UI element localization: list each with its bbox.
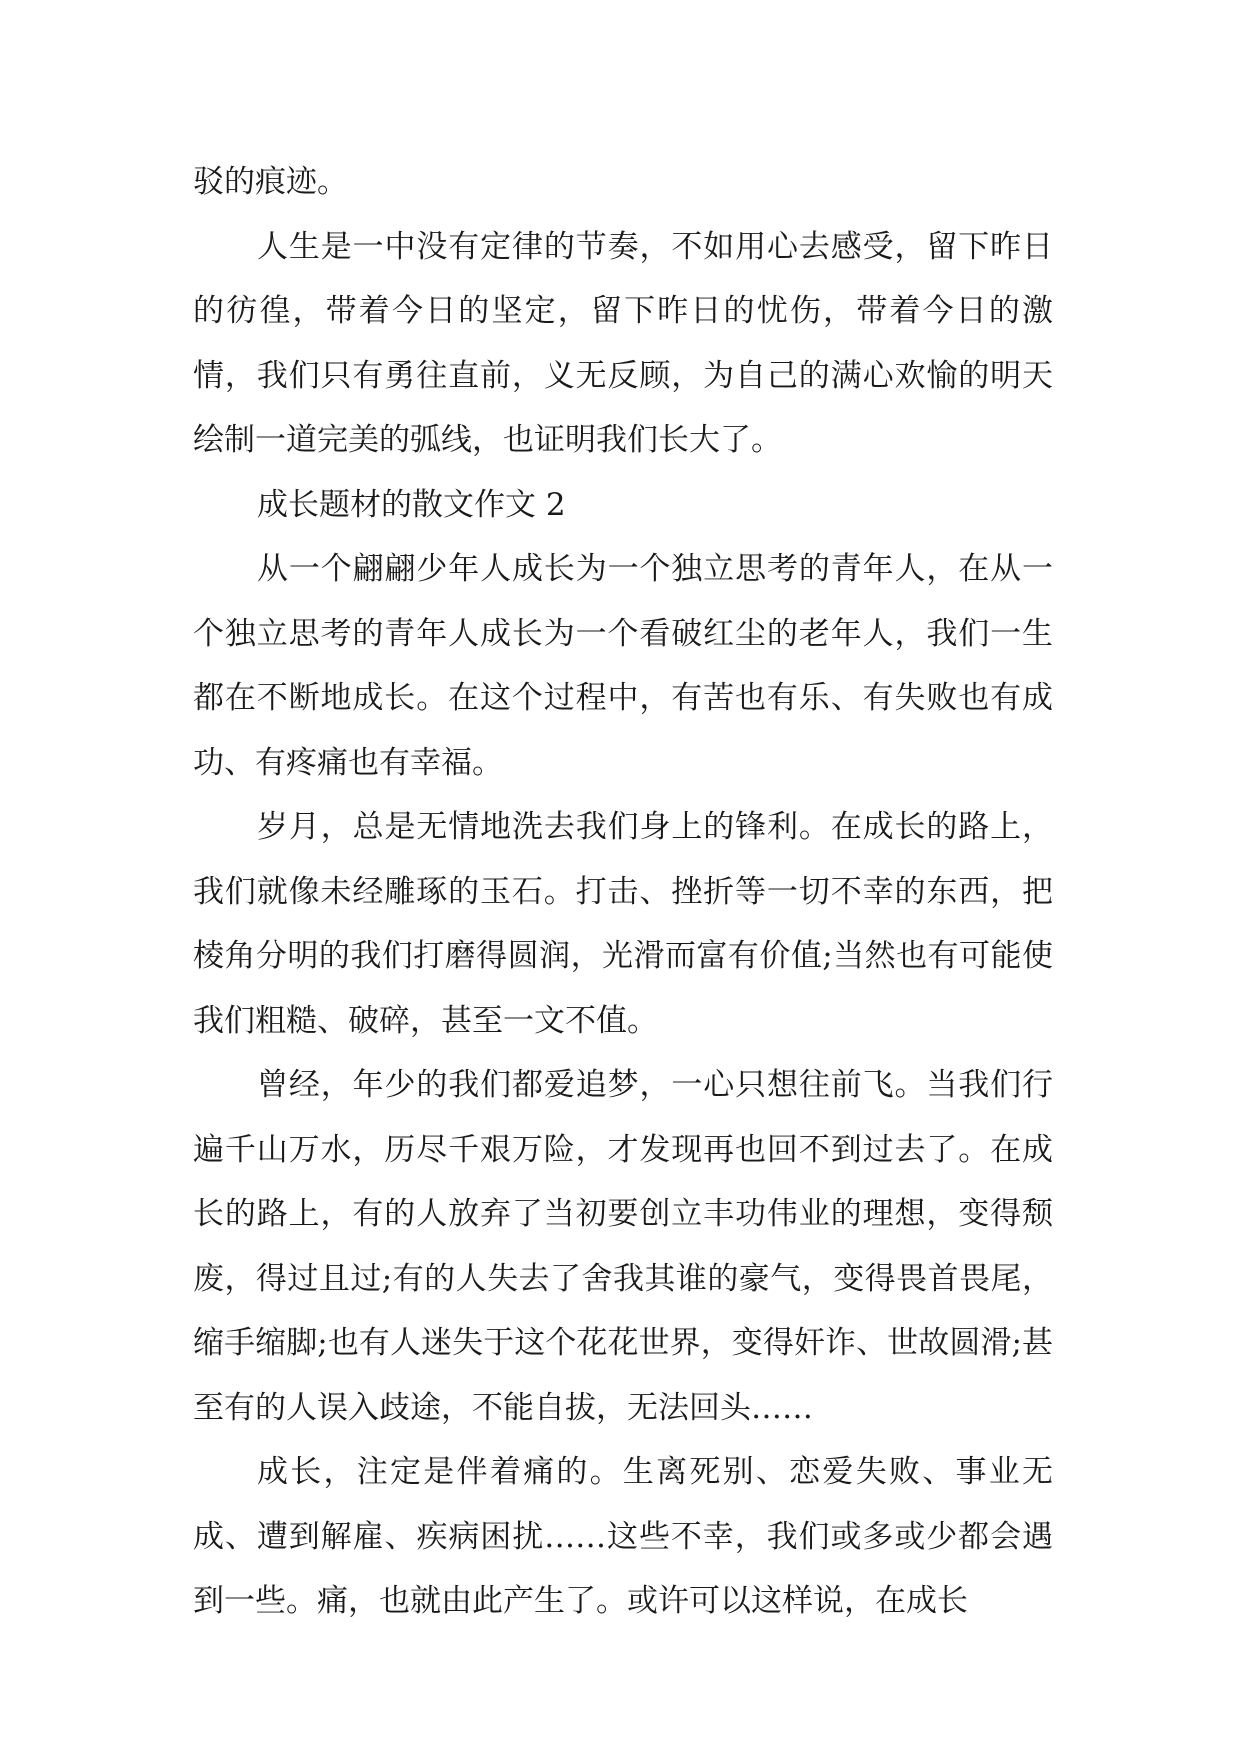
paragraph: 曾经，年少的我们都爱追梦，一心只想往前飞。当我们行遍千山万水，历尽千艰万险，才发现再也回不到过去了。在成长的路上，有的人放弃了当初要创立丰功伟业的理想，变得颓废，得过且过;有的人失去了舍我其谁的豪气，变得畏首畏尾，缩手缩脚;也有人迷失于这个花花世界，变得奸诈、世故圆滑;甚至有的人误入歧途，不能自拔，无法回头…… — [193, 1067, 1053, 1426]
document-body — [193, 150, 1053, 1634]
paragraph: 从一个翩翩少年人成长为一个独立思考的青年人，在从一个独立思考的青年人成长为一个看破红尘的老年人，我们一生都在不断地成长。在这个过程中，有苦也有乐、有失败也有成功、有疼痛也有幸福。 — [193, 551, 1053, 781]
paragraph: 岁月，总是无情地洗去我们身上的锋利。在成长的路上，我们就像未经雕琢的玉石。打击、挫折等一切不幸的东西，把棱角分明的我们打磨得圆润，光滑而富有价值;当然也有可能使我们粗糙、破碎，甚至一文不值。 — [193, 809, 1053, 1039]
paragraph: 成长，注定是伴着痛的。生离死别、恋爱失败、事业无成、遭到解雇、疾病困扰……这些不幸，我们或多或少都会遇到一些。痛，也就由此产生了。或许可以这样说，在成长 — [193, 1454, 1053, 1619]
paragraph: 人生是一中没有定律的节奏，不如用心去感受，留下昨日的彷徨，带着今日的坚定，留下昨日的忧伤，带着今日的激情，我们只有勇往直前，义无反顾，为自己的满心欢愉的明天绘制一道完美的弧线，也证明我们长大了。 — [193, 228, 1053, 458]
section-heading: 成长题材的散文作文 2 — [257, 486, 566, 523]
paragraph-continuation: 驳的痕迹。 — [193, 164, 348, 200]
